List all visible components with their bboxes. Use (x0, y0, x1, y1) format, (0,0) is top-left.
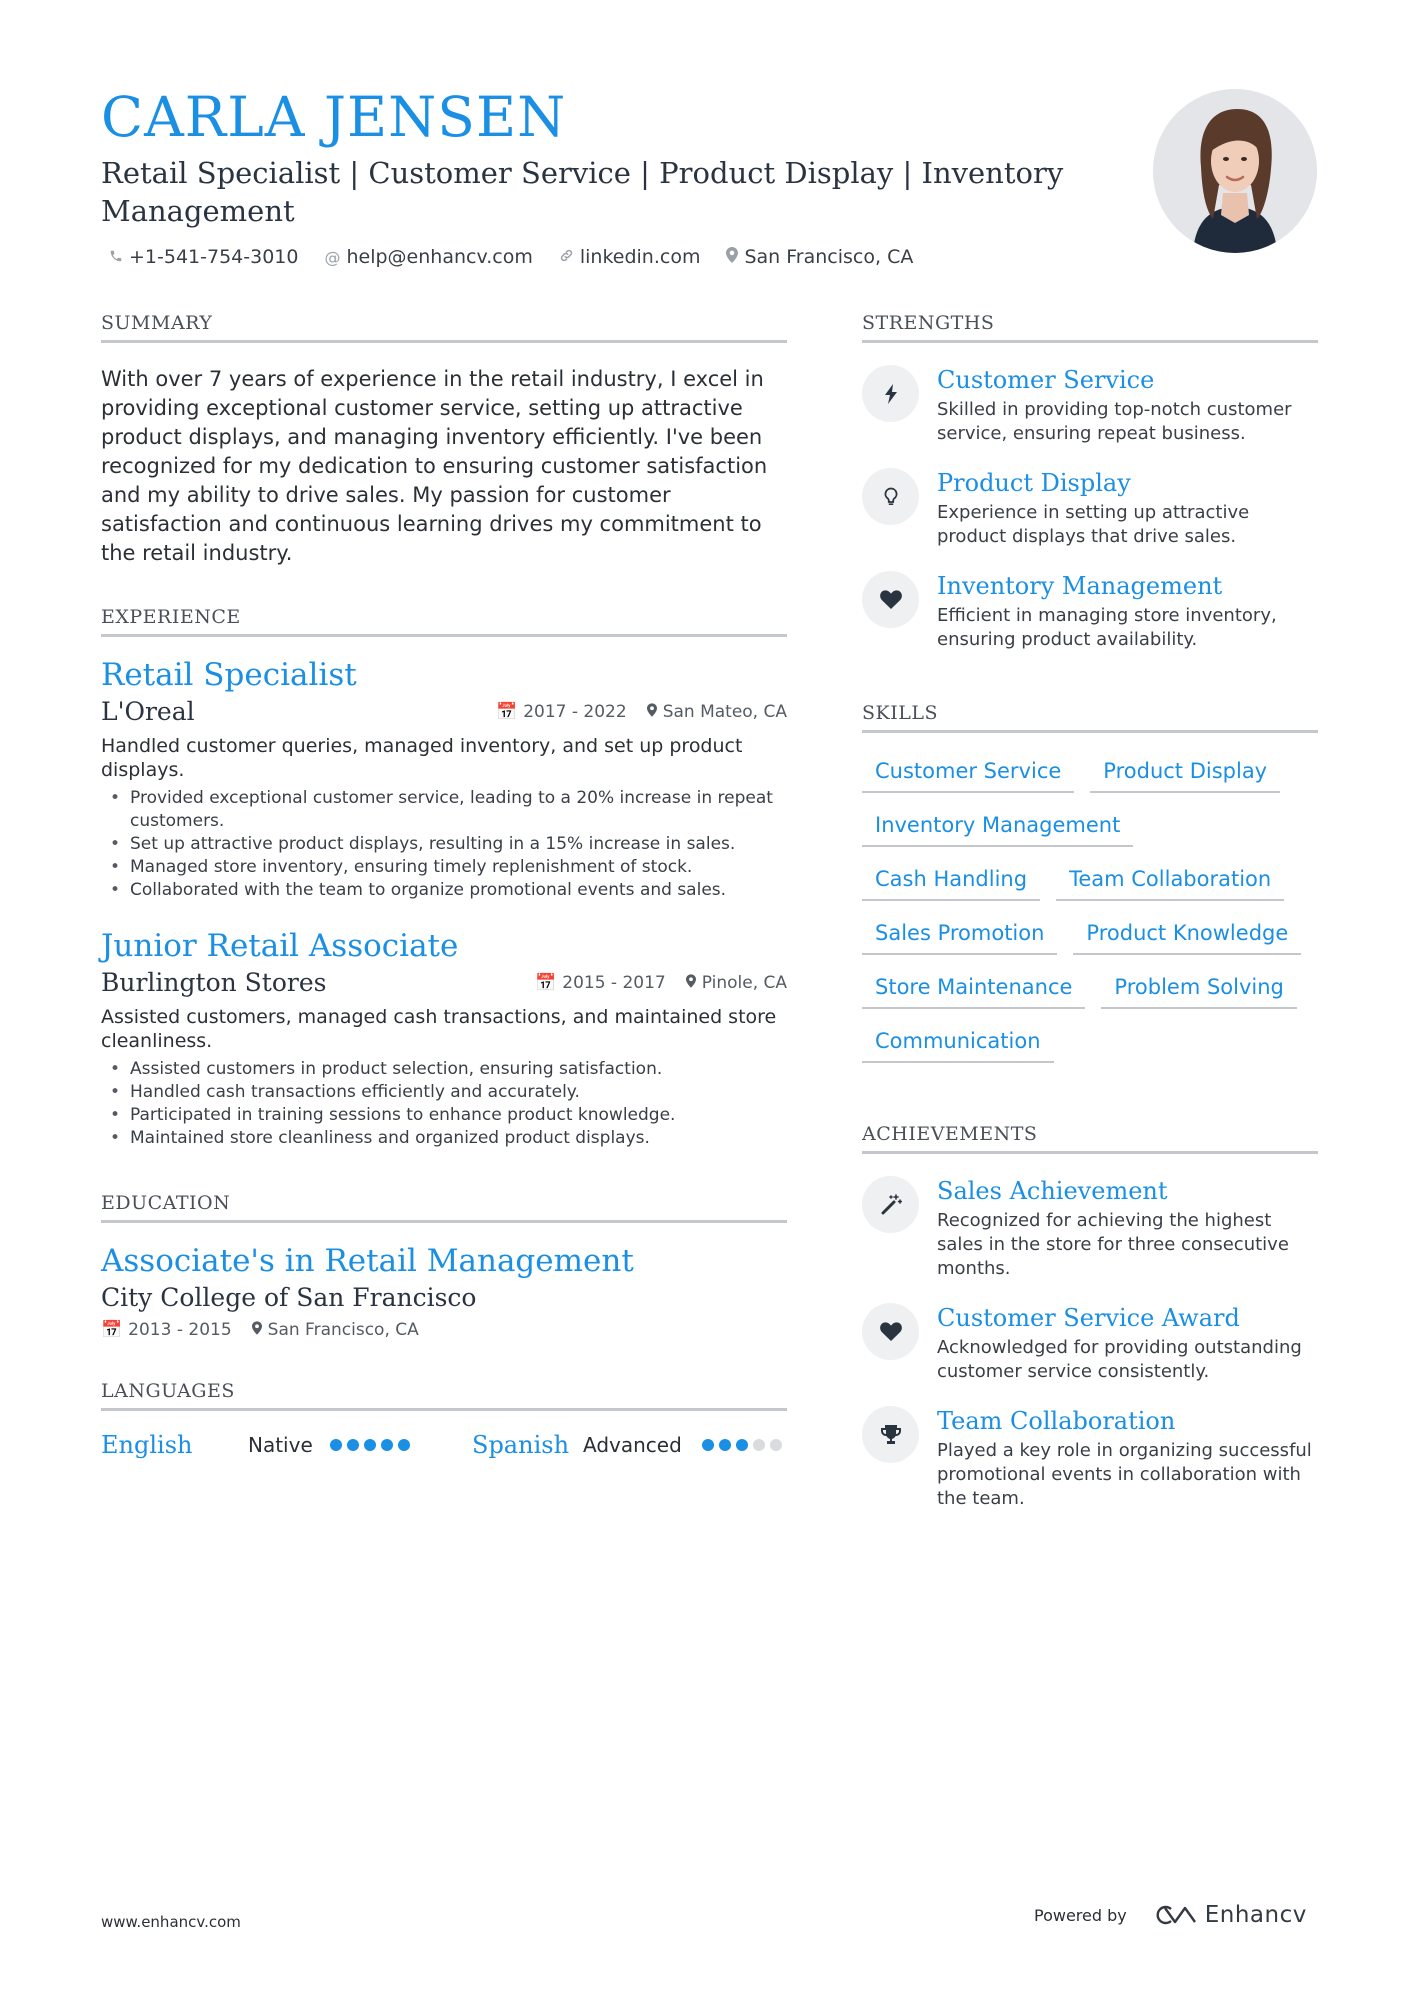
magic-wand-icon (862, 1176, 919, 1233)
headline: Retail Specialist | Customer Service | Product Display | Inventory Management (101, 156, 1064, 228)
strength-item (862, 468, 1318, 549)
strength-title: Inventory Management (937, 572, 1223, 600)
job-role: Retail Specialist (101, 657, 357, 693)
experience-item (101, 655, 787, 902)
education-heading: EDUCATION (101, 1192, 787, 1223)
achievement-desc: Played a key role in organizing successful promotional events in collaboration with the team. (937, 1440, 1312, 1509)
skill-tag: Store Maintenance (862, 969, 1085, 1009)
contact-location (726, 246, 913, 268)
location-pin-icon (726, 247, 738, 267)
bullet-item: • Collaborated with the team to organize promotional events and sales. (101, 879, 787, 902)
resume-header (101, 84, 1121, 268)
language-proficiency-dots (330, 1439, 472, 1451)
job-location-text: Pinole, CA (701, 972, 787, 993)
achievement-body (937, 1303, 1318, 1384)
job-bullets (101, 1058, 787, 1150)
strength-desc: Skilled in providing top-notch customer service, ensuring repeat business. (937, 399, 1292, 444)
contact-phone[interactable] (109, 246, 298, 268)
brand-name: Enhancv (1204, 1902, 1307, 1928)
strength-body (937, 365, 1318, 446)
education-dates-text: 2013 - 2015 (128, 1320, 232, 1340)
summary-heading: SUMMARY (101, 312, 787, 343)
bullet-item: • Provided exceptional customer service, leading to a 20% increase in repeat customers. (101, 787, 787, 833)
achievements-heading: ACHIEVEMENTS (862, 1123, 1318, 1154)
languages-row (101, 1431, 787, 1459)
heart-icon (862, 1303, 919, 1360)
bullet-item: • Participated in training sessions to enhance product knowledge. (101, 1104, 787, 1127)
job-description: Assisted customers, managed cash transactions, and maintained store cleanliness. (101, 1006, 777, 1052)
language-level: Advanced (583, 1433, 682, 1457)
contact-row (101, 246, 1121, 268)
company-name: Burlington Stores (101, 968, 327, 997)
location-text: San Francisco, CA (744, 246, 914, 268)
strength-title: Product Display (937, 469, 1131, 497)
skill-tag: Inventory Management (862, 807, 1133, 847)
location-pin-icon (252, 1320, 262, 1340)
achievement-body (937, 1406, 1318, 1511)
proficiency-dot (753, 1439, 765, 1451)
job-meta (496, 702, 787, 722)
skill-tag: Product Display (1090, 753, 1280, 793)
skill-tag: Cash Handling (862, 861, 1040, 901)
contact-linkedin[interactable] (559, 246, 701, 268)
language-name: English (101, 1431, 193, 1459)
degree-title: Associate's in Retail Management (101, 1243, 634, 1279)
location-pin-icon (686, 973, 696, 993)
school-name: City College of San Francisco (101, 1283, 477, 1312)
achievement-desc: Recognized for achieving the highest sales in the store for three consecutive months. (937, 1210, 1289, 1279)
candidate-name: CARLA JENSEN (101, 85, 567, 149)
education-location-text: San Francisco, CA (267, 1320, 419, 1340)
proficiency-dot (770, 1439, 782, 1451)
education-meta (101, 1320, 787, 1340)
bullet-item: • Maintained store cleanliness and organized product displays. (101, 1127, 787, 1150)
strength-body (937, 571, 1318, 652)
job-dates (535, 973, 666, 993)
calendar-icon: 📅 (496, 701, 518, 722)
achievement-item (862, 1303, 1318, 1384)
proficiency-dot (702, 1439, 714, 1451)
profile-photo (1153, 89, 1317, 253)
bullet-item: • Set up attractive product displays, resulting in a 15% increase in sales. (101, 833, 787, 856)
at-icon: @ (324, 247, 341, 267)
achievement-title: Sales Achievement (937, 1177, 1168, 1205)
skill-tag: Product Knowledge (1073, 915, 1301, 955)
language-proficiency-dots (702, 1439, 782, 1451)
link-icon (559, 248, 574, 267)
job-description: Handled customer queries, managed inventory, and set up product displays. (101, 735, 743, 781)
strengths-section (862, 312, 1318, 652)
company-row (101, 697, 787, 726)
bullet-item: • Managed store inventory, ensuring timely replenishment of stock. (101, 856, 787, 879)
languages-heading: LANGUAGES (101, 1380, 787, 1411)
company-row (101, 968, 787, 997)
achievement-item (862, 1406, 1318, 1511)
strength-desc: Efficient in managing store inventory, ensuring product availability. (937, 605, 1277, 650)
email-text: help@enhancv.com (346, 246, 533, 268)
strength-item (862, 571, 1318, 652)
strengths-heading: STRENGTHS (862, 312, 1318, 343)
left-column (101, 312, 787, 1459)
summary-section (101, 312, 787, 568)
bullet-item: • Handled cash transactions efficiently and accurately. (101, 1081, 787, 1104)
experience-section (101, 606, 787, 1150)
calendar-icon: 📅 (535, 972, 557, 993)
proficiency-dot (719, 1439, 731, 1451)
achievement-title: Team Collaboration (937, 1407, 1176, 1435)
company-name: L'Oreal (101, 697, 195, 726)
skill-tag: Team Collaboration (1056, 861, 1284, 901)
languages-section (101, 1380, 787, 1459)
strength-desc: Experience in setting up attractive product displays that drive sales. (937, 502, 1250, 547)
achievement-body (937, 1176, 1318, 1281)
footer-website[interactable]: www.enhancv.com (101, 1913, 241, 1931)
skill-tag: Problem Solving (1101, 969, 1296, 1009)
calendar-icon: 📅 (101, 1320, 123, 1340)
bullet-item: • Assisted customers in product selection, ensuring satisfaction. (101, 1058, 787, 1081)
bolt-icon (862, 365, 919, 422)
heart-icon (862, 571, 919, 628)
job-dates-text: 2017 - 2022 (523, 701, 627, 722)
summary-text: With over 7 years of experience in the retail industry, I excel in providing exceptional customer service, setting up attractive product displays, and managing inventory efficiently. I've been recognized for my dedication to ensuring customer satisfaction and my ability to drive sales. My passion for customer satisfaction and continuous learning drives my commitment to the retail industry. (101, 367, 768, 565)
right-column (862, 312, 1318, 1511)
enhancv-logo[interactable] (1151, 1902, 1307, 1928)
job-meta (535, 973, 787, 993)
trophy-icon (862, 1406, 919, 1463)
proficiency-dot (364, 1439, 376, 1451)
achievement-desc: Acknowledged for providing outstanding customer service consistently. (937, 1337, 1302, 1382)
footer-branding (1034, 1902, 1307, 1928)
job-location-text: San Mateo, CA (662, 701, 787, 722)
phone-text: +1-541-754-3010 (129, 246, 299, 268)
skills-heading: SKILLS (862, 702, 1318, 733)
job-location (647, 702, 787, 722)
job-bullets (101, 787, 787, 902)
job-location (686, 973, 787, 993)
job-dates (496, 702, 627, 722)
proficiency-dot (398, 1439, 410, 1451)
education-location (252, 1320, 419, 1340)
language-name: Spanish (472, 1431, 570, 1459)
skill-tag: Customer Service (862, 753, 1074, 793)
skills-section (862, 702, 1318, 1063)
strength-body (937, 468, 1318, 549)
proficiency-dot (381, 1439, 393, 1451)
skill-tag: Communication (862, 1023, 1054, 1063)
proficiency-dot (330, 1439, 342, 1451)
phone-icon (109, 248, 123, 267)
proficiency-dot (736, 1439, 748, 1451)
location-pin-icon (647, 702, 657, 722)
proficiency-dot (347, 1439, 359, 1451)
experience-item (101, 926, 787, 1150)
job-dates-text: 2015 - 2017 (562, 972, 666, 993)
achievement-item (862, 1176, 1318, 1281)
language-level: Native (248, 1433, 313, 1457)
strength-title: Customer Service (937, 366, 1155, 394)
skill-tag: Sales Promotion (862, 915, 1057, 955)
achievements-section (862, 1123, 1318, 1511)
linkedin-text: linkedin.com (579, 246, 701, 268)
contact-email[interactable] (324, 246, 532, 268)
strength-item (862, 365, 1318, 446)
powered-by-text: Powered by (1034, 1905, 1127, 1925)
achievement-title: Customer Service Award (937, 1304, 1240, 1332)
job-role: Junior Retail Associate (101, 928, 459, 964)
education-dates (101, 1320, 232, 1340)
skills-list (862, 753, 1318, 1063)
experience-heading: EXPERIENCE (101, 606, 787, 637)
education-section (101, 1192, 787, 1340)
lightbulb-icon (862, 468, 919, 525)
